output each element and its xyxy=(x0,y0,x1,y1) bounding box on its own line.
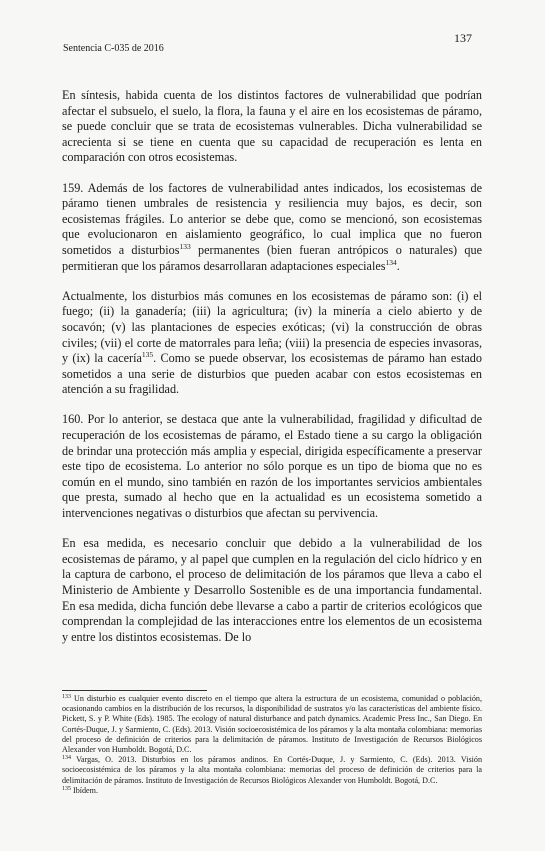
paragraph-text: 159. Además de los factores de vulnerabilidad antes indicados, los ecosistemas de páramo tienen umbrales de resistencia y resiliencia muy bajos, es decir, son ecosistemas frágiles. Lo anterior se debe que, como se mencionó, son ecosistemas que evolucionaron en aislamiento geográfico, lo cual implica que no fueron sometidos a disturbios xyxy=(62,180,482,257)
paragraph-text: . Como se puede observar, los ecosistemas de páramo han estado sometidos a una serie de disturbios que pueden acabar con estos ecosistemas en atención a su fragilidad. xyxy=(62,351,482,397)
footnote-number: 135 xyxy=(62,785,71,792)
paragraph-160: 160. Por lo anterior, se destaca que ante la vulnerabilidad, fragilidad y dificultad de recuperación de los ecosistemas de páramo, el Estado tiene a su cargo la obligación de brindar una protección más amplia y especial, dirigida específicamente a preservar este tipo de ecosistema. Lo anterior no sólo porque es un tipo de bioma que no es común en el mundo, sino también en razón de los importantes servicios ambientales que presta, sumado al hecho que en la actualidad es un ecosistema sometido a intervenciones negativas o disturbios que afectan su pervivencia. xyxy=(62,412,482,521)
footnote-135 xyxy=(62,786,482,796)
paragraph-conclusion: En esa medida, es necesario concluir que debido a la vulnerabilidad de los ecosistemas de páramo, y al papel que cumplen en la regulación del ciclo hídrico y en la captura de carbono, el proceso de delimitación de los páramos que lleva a cabo el Ministerio de Ambiente y Desarrollo Sostenible es de una importancia fundamental. En esa medida, dicha función debe llevarse a cabo a partir de criterios ecológicos que comprendan la complejidad de las interacciones entre los elementos de un ecosistema y entre los distintos ecosistemas. De lo xyxy=(62,536,482,644)
paragraph-disturbances xyxy=(62,289,482,398)
footnote-ref-135[interactable]: 135 xyxy=(141,350,154,360)
footnotes xyxy=(62,694,482,796)
paragraph-159 xyxy=(62,181,482,275)
paragraph-text: permanentes (bien fueran antrópicos o naturales) que permitieran que los páramos desarrollaran adaptaciones especiales xyxy=(62,242,482,273)
footnote-number: 134 xyxy=(62,755,71,762)
footnote-separator xyxy=(62,690,207,691)
document-body xyxy=(62,88,482,660)
running-title: Sentencia C-035 de 2016 xyxy=(63,43,164,54)
footnote-text: Ibídem. xyxy=(71,785,98,795)
paragraph-text: Actualmente, los disturbios más comunes en los ecosistemas de páramo son: (i) el fuego; (ii) la ganadería; (iii) la agricultura; (iv) la minería a cielo abierto y de socavón; (v) las plantaciones de especies exóticas; (vi) la construcción de obras civiles; (vii) el corte de matorrales para leña; (viii) la presencia de especies invasoras, y (ix) la cacería xyxy=(62,288,482,366)
footnote-text: Vargas, O. 2013. Disturbios en los páramos andinos. En Cortés-Duque, J. y Sarmiento, C. (Eds). 2013. Visión socioecosistémica de los páramos y la alta montaña colombiana: memorias del proceso de definición de criterios para la delimitación de páramos. Instituto de Investigación de Recursos Biológicos Alexander von Humboldt. Bogotá, D.C. xyxy=(62,755,482,785)
footnote-ref-133[interactable]: 133 xyxy=(179,241,191,251)
paragraph-synthesis: En síntesis, habida cuenta de los distintos factores de vulnerabilidad que podrían afectar el subsuelo, el suelo, la flora, la fauna y el aire en los ecosistemas de páramo, se puede concluir que se trata de ecosistemas vulnerables. Dicha vulnerabilidad se acrecienta si se tiene en cuenta que su capacidad de recuperación es lenta en comparación con otros ecosistemas. xyxy=(62,88,482,165)
footnote-text: Un disturbio es cualquier evento discreto en el tiempo que altera la estructura de un ecosistema, comunidad o población, ocasionando cambios en la distribución de los recursos, la disponibilidad de sustratos y/o las características del ambiente físico. Pickett, S. y P. White (Eds). 1985. The ecology of natural disturbance and patch dynamics. Academic Press Inc., San Diego. En Cortés-Duque, J. y Sarmiento, C. (Eds). 2013. Visión socioecosistémica de los páramos y la alta montaña colombiana: memorias del proceso de definición de criterios para la delimitación de páramos. Instituto de Investigación de Recursos Biológicos Alexander von Humboldt. Bogotá, D.C. xyxy=(62,694,482,755)
footnote-number: 133 xyxy=(62,694,71,700)
paragraph-text: . xyxy=(396,258,400,273)
page-number: 137 xyxy=(454,31,472,45)
footnote-ref-134[interactable]: 134 xyxy=(385,257,397,267)
footnote-134 xyxy=(62,755,482,786)
footnote-133 xyxy=(62,694,482,755)
